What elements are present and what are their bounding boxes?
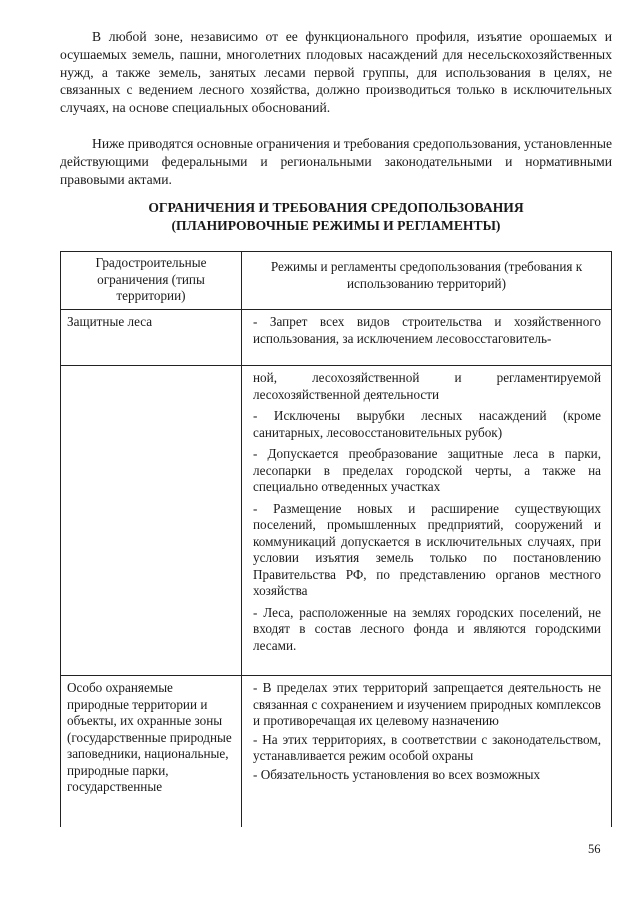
row3-regime-list: [242, 676, 611, 783]
section-title: [60, 199, 612, 235]
row1-territory-cell: [61, 310, 242, 365]
header-col-territory-type: [61, 252, 242, 309]
row3-territory-cell: [61, 676, 242, 827]
section-title-line-1: ОГРАНИЧЕНИЯ И ТРЕБОВАНИЯ СРЕДОПОЛЬЗОВАНИЯ: [148, 200, 524, 215]
row2-regime-cell: [242, 366, 611, 675]
intro-paragraph-1: В любой зоне, независимо от ее функционального профиля, изъятие орошаемых и осушаемых земель, пашни, многолетних плодовых насаждений для несельскохозяйственных нужд, а также земель, занятых лесами первой группы, для использования в целях, не связанных с ведением лесного хозяйства, должно производиться только в исключительных случаях, на основе специальных обоснований.: [60, 29, 612, 116]
regime-item: - Обязательность установления во всех возможных: [253, 766, 541, 782]
table-row: [60, 309, 612, 366]
row2-territory-text: [61, 366, 241, 370]
table-row: [60, 675, 612, 827]
row1-territory-text: Защитные леса: [67, 314, 153, 329]
row3-regime-cell: [242, 676, 611, 827]
page-number: 56: [588, 842, 601, 856]
header-col-regimes: [242, 252, 611, 309]
table-row: [60, 365, 612, 676]
row2-territory-cell: [61, 366, 242, 675]
row3-territory-text: Особо охраняемые природные территории и объекты, их охранные зоны (государственные природные заповедники, национальные, природные парки, государственные: [67, 680, 232, 794]
regime-item: - На этих территориях, в соответствии с законодательством, устанавливается режим особой охраны: [253, 731, 601, 763]
row1-regime-cell: [242, 310, 611, 365]
regime-item: - Размещение новых и расширение существующих поселений, промышленных предприятий, сооружений и коммуникаций допускается в исключительных случаях, при условии изъятия земель только по постановлению Правительства РФ, по представлению органов местного хозяйства: [253, 500, 601, 598]
regime-item: - Исключены вырубки лесных насаждений (кроме санитарных, лесовосстановительных рубок): [253, 408, 601, 440]
row1-regime-text: - Запрет всех видов строительства и хозяйственного использования, за исключением лесовосстаговитель-: [253, 314, 601, 346]
regime-item: - Леса, расположенные на землях городских поселений, не входят в состав лесного фонда и являются городскими лесами.: [253, 604, 601, 653]
table-header-row: [60, 251, 612, 310]
regime-item: ной, лесохозяйственной и регламентируемой лесохозяйственной деятельности: [253, 370, 601, 402]
row2-regime-list: [242, 366, 611, 654]
intro-paragraph-2: Ниже приводятся основные ограничения и требования средопользования, установленные действующими федеральными и региональными законодательными и нормативными правовыми актами.: [60, 136, 612, 187]
header-col1-text: Градостроительные ограничения (типы территории): [95, 255, 207, 303]
regime-item: - Допускается преобразование защитные леса в парки, лесопарки в пределах городской черты, а также на специально отведенных участках: [253, 446, 601, 494]
section-title-line-2: (ПЛАНИРОВОЧНЫЕ РЕЖИМЫ И РЕГЛАМЕНТЫ): [171, 218, 501, 233]
regime-item: - В пределах этих территорий запрещается деятельность не связанная с сохранением и изучением природных комплексов и противоречащая их целевому назначению: [253, 680, 601, 728]
header-col2-text: Режимы и регламенты средопользования (требования к использованию территорий): [270, 259, 583, 291]
